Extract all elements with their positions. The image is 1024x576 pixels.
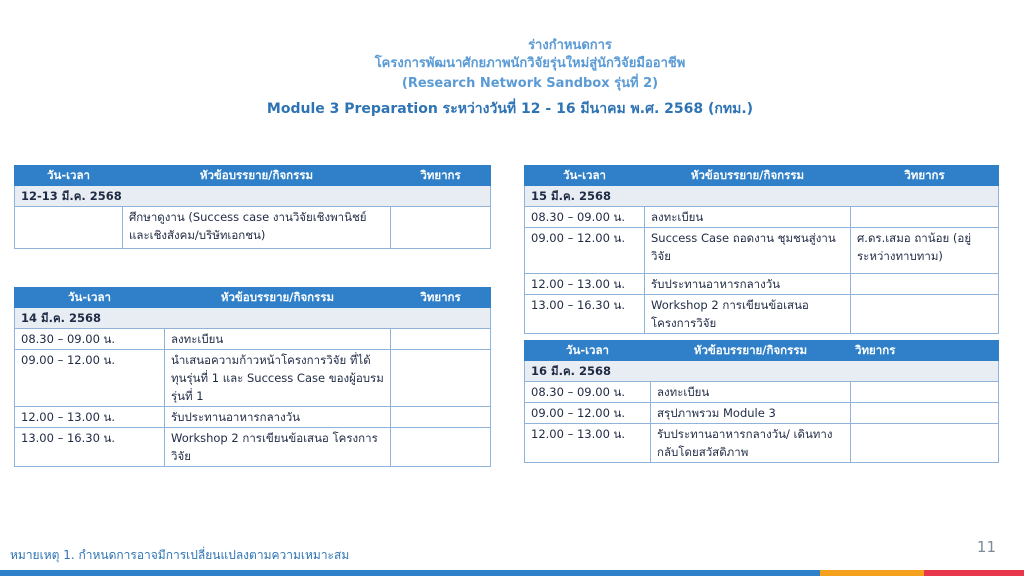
title-line-4: Module 3 Preparation ระหว่างวันที่ 12 - 16 มีนาคม พ.ศ. 2568 (กทม.) <box>266 101 754 117</box>
column-speaker: วิทยากร <box>851 166 999 186</box>
table-row <box>525 295 999 334</box>
date-label: 15 มี.ค. 2568 <box>525 186 999 207</box>
footnote: หมายเหตุ 1. กำหนดการอาจมีการเปลี่ยนแปลงตามความเหมาะสม <box>10 548 350 562</box>
table-row <box>15 207 491 249</box>
table-row <box>525 228 999 274</box>
speaker-cell <box>851 295 999 334</box>
schedule-table-15 <box>524 165 999 334</box>
speaker-cell <box>851 403 999 424</box>
date-row <box>15 186 491 207</box>
column-speaker: วิทยากร <box>391 166 491 186</box>
table-row <box>15 350 491 407</box>
title-line-1: ร่างกำหนดการ <box>528 38 612 53</box>
topic-cell: Workshop 2 การเขียนข้อเสนอ โครงการวิจัย <box>165 428 391 467</box>
speaker-cell <box>391 350 491 407</box>
topic-cell: ศึกษาดูงาน (Success case งานวิจัยเชิงพานิชย์ และเชิงสังคม/บริษัทเอกชน) <box>123 207 391 249</box>
time-cell: 09.00 – 12.00 น. <box>15 350 165 407</box>
column-topic: หัวข้อบรรยาย/กิจกรรม <box>123 166 391 186</box>
column-speaker: วิทยากร <box>851 341 999 361</box>
schedule-table-12-13 <box>14 165 491 249</box>
speaker-cell <box>391 407 491 428</box>
date-label: 14 มี.ค. 2568 <box>15 308 491 329</box>
title-line-3: (Research Network Sandbox รุ่นที่ 2) <box>401 76 659 91</box>
table-header-row <box>15 166 491 186</box>
time-cell <box>15 207 123 249</box>
time-cell: 08.30 – 09.00 น. <box>525 207 645 228</box>
column-topic: หัวข้อบรรยาย/กิจกรรม <box>645 166 851 186</box>
topic-cell: รับประทานอาหารกลางวัน/ เดินทางกลับโดยสวัสดิภาพ <box>651 424 851 463</box>
table-header-row <box>15 288 491 308</box>
topic-cell: ลงทะเบียน <box>165 329 391 350</box>
speaker-cell <box>851 382 999 403</box>
table-row <box>15 407 491 428</box>
date-row <box>525 361 999 382</box>
topic-cell: ลงทะเบียน <box>645 207 851 228</box>
topic-cell: นำเสนอความก้าวหน้าโครงการวิจัย ที่ได้ทุนรุ่นที่ 1 และ Success Case ของผู้อบรมรุ่นที่ 1 <box>165 350 391 407</box>
table-row <box>525 403 999 424</box>
column-time: วัน-เวลา <box>15 288 165 308</box>
schedule-table-16 <box>524 340 999 463</box>
speaker-cell <box>391 428 491 467</box>
time-cell: 13.00 – 16.30 น. <box>525 295 645 334</box>
page-number: 11 <box>976 538 996 556</box>
column-time: วัน-เวลา <box>525 341 651 361</box>
table-row <box>525 274 999 295</box>
time-cell: 13.00 – 16.30 น. <box>15 428 165 467</box>
date-row <box>15 308 491 329</box>
footer-bar-blue <box>0 570 820 576</box>
topic-cell: สรุปภาพรวม Module 3 <box>651 403 851 424</box>
column-time: วัน-เวลา <box>525 166 645 186</box>
speaker-cell <box>851 207 999 228</box>
time-cell: 12.00 – 13.00 น. <box>15 407 165 428</box>
speaker-cell: ศ.ดร.เสมอ ถาน้อย (อยู่ระหว่างทาบทาม) <box>851 228 999 274</box>
topic-cell: Success Case ถอดงาน ชุมชนสู่งานวิจัย <box>645 228 851 274</box>
title-line-2: โครงการพัฒนาศักยภาพนักวิจัยรุ่นใหม่สู่นักวิจัยมืออาชีพ <box>374 56 686 71</box>
speaker-cell <box>391 329 491 350</box>
footer-bar-red <box>924 570 1024 576</box>
column-topic: หัวข้อบรรยาย/กิจกรรม <box>165 288 391 308</box>
date-label: 12-13 มี.ค. 2568 <box>15 186 491 207</box>
table-row <box>525 382 999 403</box>
table-header-row <box>525 341 999 361</box>
time-cell: 12.00 – 13.00 น. <box>525 274 645 295</box>
time-cell: 08.30 – 09.00 น. <box>15 329 165 350</box>
time-cell: 09.00 – 12.00 น. <box>525 403 651 424</box>
topic-cell: Workshop 2 การเขียนข้อเสนอ โครงการวิจัย <box>645 295 851 334</box>
speaker-cell <box>851 424 999 463</box>
column-topic: หัวข้อบรรยาย/กิจกรรม <box>651 341 851 361</box>
footer-bar-orange <box>820 570 924 576</box>
table-row <box>15 329 491 350</box>
table-row <box>525 424 999 463</box>
date-label: 16 มี.ค. 2568 <box>525 361 999 382</box>
time-cell: 09.00 – 12.00 น. <box>525 228 645 274</box>
speaker-cell <box>391 207 491 249</box>
topic-cell: รับประทานอาหารกลางวัน <box>645 274 851 295</box>
column-speaker: วิทยากร <box>391 288 491 308</box>
topic-cell: ลงทะเบียน <box>651 382 851 403</box>
table-header-row <box>525 166 999 186</box>
date-row <box>525 186 999 207</box>
time-cell: 08.30 – 09.00 น. <box>525 382 651 403</box>
table-row <box>15 428 491 467</box>
table-row <box>525 207 999 228</box>
schedule-table-14 <box>14 287 491 467</box>
speaker-cell <box>851 274 999 295</box>
topic-cell: รับประทานอาหารกลางวัน <box>165 407 391 428</box>
time-cell: 12.00 – 13.00 น. <box>525 424 651 463</box>
column-time: วัน-เวลา <box>15 166 123 186</box>
